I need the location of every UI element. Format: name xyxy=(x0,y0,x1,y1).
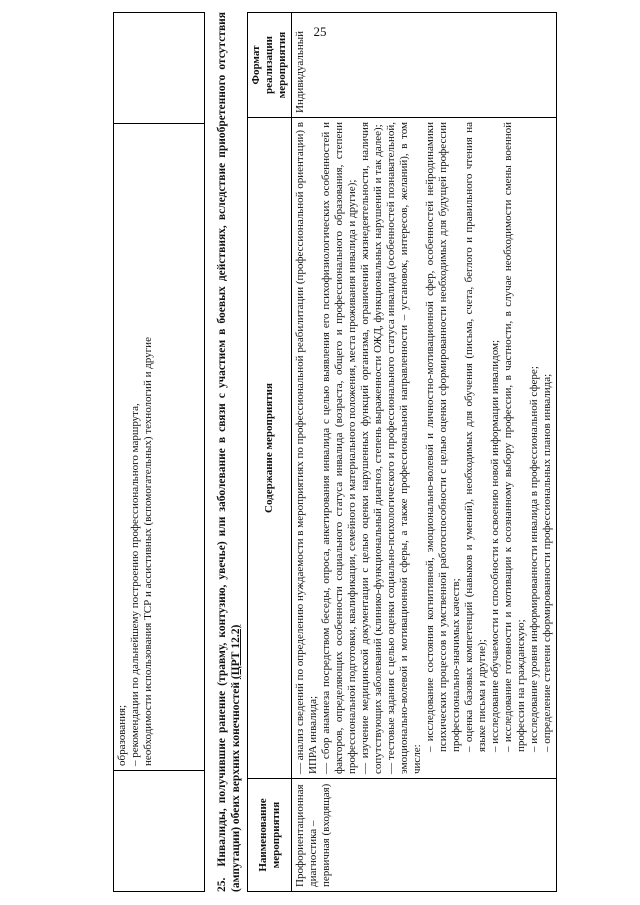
content-subitem: – исследование состояния когнитивной, эмоционально-волевой и личностно-мотивационной сфер, особенностей нейродинамики психических процессов и умственной работоспособности с целью оценки сформированности необходимых для будущей профессии профессионально-значимых качеств; xyxy=(424,122,462,752)
section-code: (ЦРТ 12.2) xyxy=(230,624,242,680)
table-row xyxy=(292,13,557,892)
header-name: Наименование мероприятия xyxy=(248,779,292,892)
activity-name-cell xyxy=(292,779,557,892)
activity-content-cell xyxy=(292,118,557,779)
section-number: 25. xyxy=(216,877,228,892)
header-format: Формат реализации мероприятия xyxy=(248,13,292,118)
previous-content-line: образования; xyxy=(116,704,128,766)
section-title: Инвалиды, получившие ранение (травму, контузию, увечье) или заболевание в связи с участием в боевых действиях, вследствие приобретенного отсутствия (ампутации) обеих верхних конечностей xyxy=(216,11,242,892)
content-subitem: – исследование уровня информированности инвалида в профессиональной сфере; xyxy=(528,366,540,752)
rotated-content xyxy=(113,12,640,892)
content-subitem: – исследование готовности и мотивации к осознанному выбору профессии, в частности, в случае необходимости смены военной профессии на гражданскую; xyxy=(502,122,527,752)
page-number: 25 xyxy=(313,24,327,39)
content-subitem: – оценка базовых компетенций (навыков и умений), необходимых для обучения (письма, счета, беглого и правильного чтения на языке письма и другие); xyxy=(463,122,488,752)
content-subitem: – исследование обучаемости и способности к освоению новой информации инвалидом; xyxy=(489,339,501,752)
content-subitem: – определение степени сформированности профессиональных планов инвалида; xyxy=(541,373,553,752)
content-item: — изучение медицинской документации с целью оценки нарушенных функций организма, ограничений жизнедеятельности, наличия сопутствующих заболеваний (клинико-функциональный диагноз, степень выраженности ОЖД, функциональных нарушений и так далее); xyxy=(359,122,384,774)
table-header-row xyxy=(248,13,292,892)
activity-name-line: Профориентационная диагностика – xyxy=(294,784,319,887)
previous-content-line: – рекомендации по дальнейшему построению профессионального маршрута, xyxy=(129,403,141,766)
previous-name-cell xyxy=(114,771,205,892)
previous-content-line: необходимости использования ТСР и ассистивных (вспомогательных) технологий и другие xyxy=(142,337,154,766)
content-item: — тестовые задания с целью оценки социально-психологического и профессионального статуса инвалида (особенностей познавательной, эмоционально-волевой и мотивационной сферы, а также профессиональной направленности – установок, интересов, желаний), в том числе: xyxy=(385,122,423,774)
previous-format-cell xyxy=(114,13,205,124)
content-item: — сбор анамнеза посредством беседы, опроса, анкетирования инвалида с целью выявления его психофизиологических особенностей и факторов, определяющих особенности социального статуса инвалида (возраста, общего и профессионального образования, степени профессиональной подготовки, квалификации, семейного и материального положения, места проживания инвалида и другие); xyxy=(320,122,358,774)
section-heading xyxy=(215,12,243,892)
previous-content-cell xyxy=(114,124,205,771)
activity-table xyxy=(247,12,557,892)
previous-table-fragment xyxy=(113,12,205,892)
header-content: Содержание мероприятия xyxy=(248,118,292,779)
activity-name-line: первичная (входящая) xyxy=(320,783,332,887)
activity-format-cell: Индивидуальный xyxy=(292,13,557,118)
content-item: — анализ сведений по определению нуждаемости в мероприятиях по профессиональной реабилитации (профессиональной ориентации) в ИПРА инвалида; xyxy=(294,122,319,774)
